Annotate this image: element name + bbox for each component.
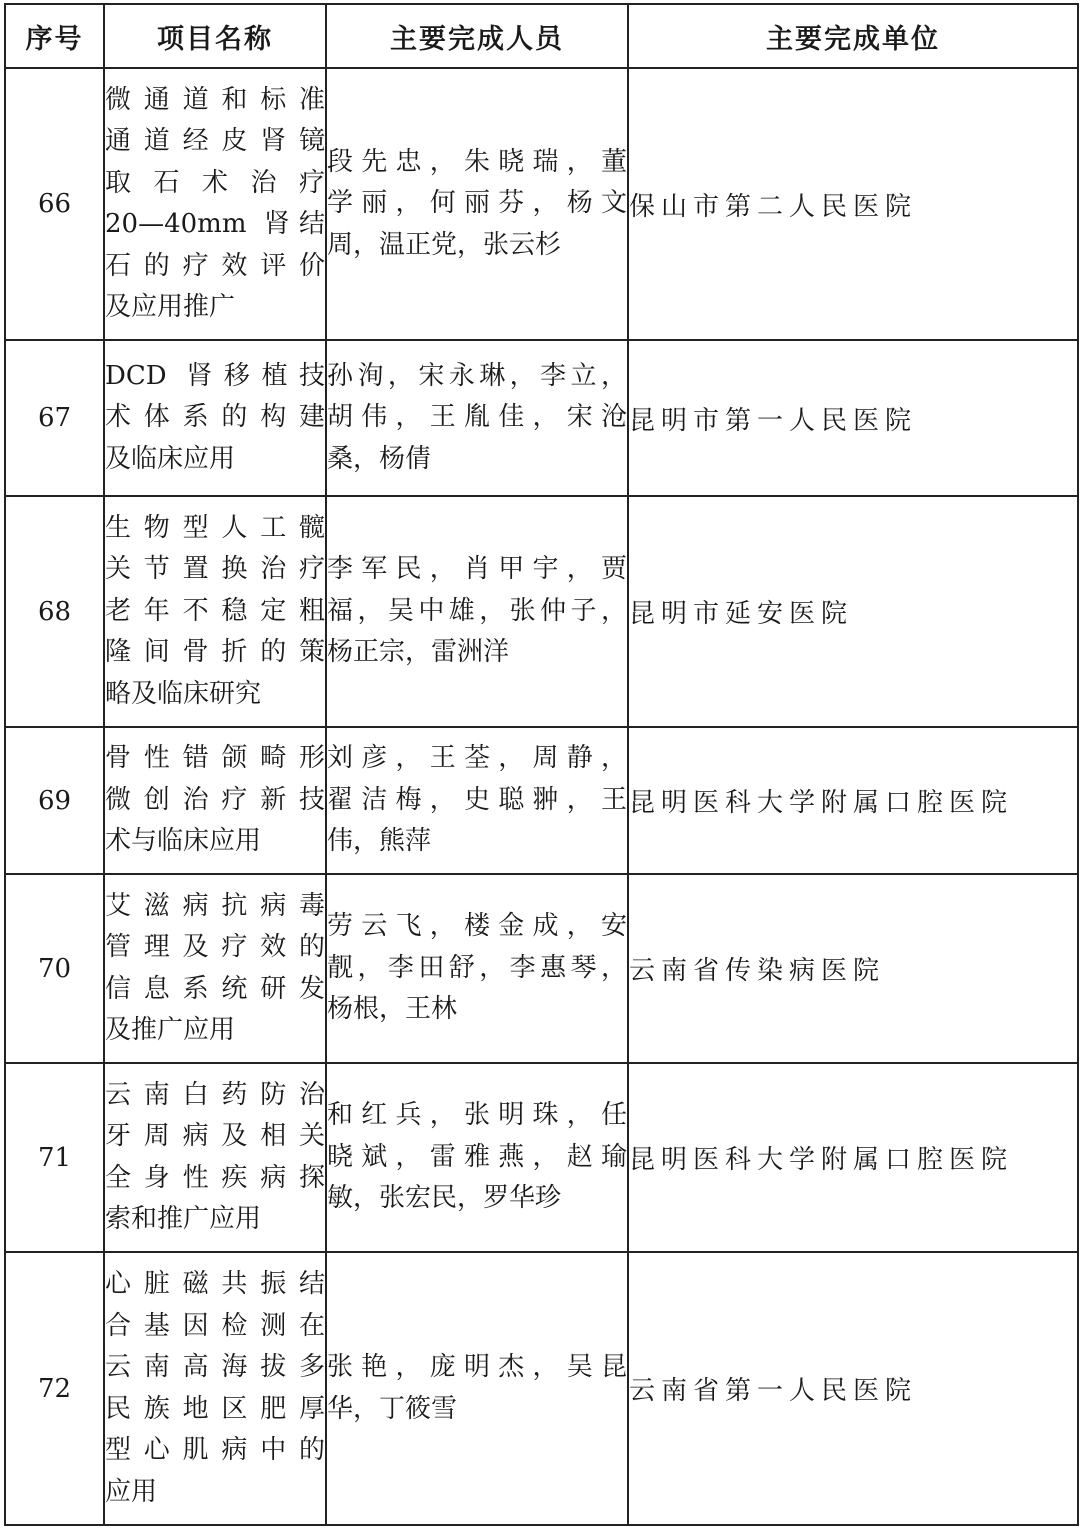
contributors-cell — [326, 727, 628, 874]
contributors-line: 周，温正党，张云杉 — [327, 229, 562, 260]
project-name-line: 管理及疗效的 — [105, 932, 325, 962]
project-name-line: 通道经皮肾镜 — [105, 126, 325, 156]
project-name-line: 取石术治疗 — [105, 167, 325, 198]
contributors-line: 胡伟，王胤佳，宋沧 — [327, 402, 627, 433]
project-name-line: 石的疗效评价 — [105, 250, 325, 281]
col-header-main-units: 主要完成单位 — [628, 4, 1078, 68]
project-name-line: 合基因检测在 — [105, 1310, 325, 1341]
project-name-cell — [104, 68, 326, 340]
contributors-line: 晓斌，雷雅燕，赵瑜 — [327, 1141, 627, 1172]
contributors-line: 和红兵，张明珠，任 — [327, 1100, 627, 1131]
project-name-line: 索和推广应用 — [105, 1204, 262, 1234]
contributors-cell — [326, 496, 628, 727]
project-name-line: 隆间骨折的策 — [105, 637, 325, 668]
row-index: 69 — [5, 727, 104, 874]
unit-cell: 昆明医科大学附属口腔医院 — [628, 1063, 1078, 1252]
project-name-line: 及临床应用 — [105, 443, 236, 474]
project-name-line: 关节置换治疗 — [105, 554, 325, 585]
contributors-cell — [326, 874, 628, 1063]
project-name-line: 型心肌病中的 — [105, 1435, 325, 1465]
table-row — [5, 727, 1078, 874]
table-row — [5, 874, 1078, 1063]
col-header-project-name: 项目名称 — [104, 4, 326, 68]
contributors-line: 敏，张宏民，罗华珍 — [327, 1183, 562, 1214]
project-name-line: 骨性错颌畸形 — [105, 743, 325, 774]
col-header-index: 序号 — [5, 4, 104, 68]
unit-cell: 保山市第二人民医院 — [628, 68, 1078, 340]
project-name-line: 艾滋病抗病毒 — [105, 890, 325, 921]
contributors-line: 桑，杨倩 — [327, 443, 432, 474]
project-name-line: 及应用推广 — [105, 292, 236, 322]
unit-cell: 昆明医科大学附属口腔医院 — [628, 727, 1078, 874]
table-row — [5, 496, 1078, 727]
contributors-line: 张艳，庞明杰，吴昆 — [327, 1352, 627, 1382]
contributors-line: 靓，李田舒，李惠琴， — [327, 952, 627, 983]
project-name-line: 及推广应用 — [105, 1015, 236, 1045]
row-index: 67 — [5, 340, 104, 496]
unit-cell: 云南省传染病医院 — [628, 874, 1078, 1063]
project-name-line: 心脏磁共振结 — [105, 1269, 325, 1299]
table-row — [5, 1252, 1078, 1525]
project-name-line: 民族地区肥厚 — [105, 1393, 325, 1424]
contributors-line: 杨根，王林 — [327, 994, 458, 1025]
project-name-line: 术与临床应用 — [105, 826, 262, 857]
project-name-line: 牙周病及相关 — [105, 1121, 325, 1151]
contributors-line: 段先忠，朱晓瑞，董 — [327, 146, 627, 177]
contributors-line: 学丽，何丽芬，杨文 — [327, 188, 627, 219]
project-name-line: 老年不稳定粗 — [105, 595, 325, 626]
project-name-cell — [104, 874, 326, 1063]
contributors-line: 伟，熊萍 — [327, 826, 432, 857]
contributors-line: 福，吴中雄，张仲子， — [327, 595, 627, 626]
project-name-line: 全身性疾病探 — [105, 1162, 325, 1193]
contributors-cell — [326, 68, 628, 340]
project-name-cell — [104, 727, 326, 874]
project-name-line: 信息系统研发 — [105, 973, 325, 1004]
awards-table — [4, 3, 1079, 1526]
project-name-line: 云南高海拔多 — [105, 1352, 325, 1382]
project-name-line: 术体系的构建 — [105, 402, 325, 433]
row-index: 71 — [5, 1063, 104, 1252]
project-name-line: 生物型人工髋 — [105, 512, 325, 543]
project-name-line: 云南白药防治 — [105, 1079, 325, 1110]
project-name-cell — [104, 340, 326, 496]
contributors-line: 刘彦，王荃，周静， — [327, 743, 627, 774]
unit-cell: 昆明市第一人民医院 — [628, 340, 1078, 496]
contributors-cell — [326, 1063, 628, 1252]
row-index: 72 — [5, 1252, 104, 1525]
project-name-line: 20—40mm 肾结 — [105, 209, 325, 239]
table-row — [5, 1063, 1078, 1252]
table-row — [5, 340, 1078, 496]
contributors-line: 翟洁梅，史聪翀，王 — [327, 784, 627, 815]
row-index: 66 — [5, 68, 104, 340]
row-index: 68 — [5, 496, 104, 727]
row-index: 70 — [5, 874, 104, 1063]
unit-cell: 云南省第一人民医院 — [628, 1252, 1078, 1525]
project-name-cell — [104, 1063, 326, 1252]
col-header-main-contributors: 主要完成人员 — [326, 4, 628, 68]
contributors-line: 杨正宗，雷洲洋 — [327, 637, 510, 668]
header-row — [5, 4, 1078, 68]
unit-cell: 昆明市延安医院 — [628, 496, 1078, 727]
contributors-line: 李军民，肖甲宇，贾 — [327, 554, 627, 585]
contributors-line: 华，丁筱雪 — [327, 1393, 458, 1424]
project-name-line: 微创治疗新技 — [105, 784, 325, 815]
project-name-cell — [104, 1252, 326, 1525]
contributors-line: 孙洵，宋永琳，李立， — [327, 360, 627, 391]
contributors-line: 劳云飞，楼金成，安 — [327, 911, 627, 942]
project-name-line: 应用 — [105, 1476, 158, 1507]
project-name-line: 微通道和标准 — [105, 84, 325, 115]
contributors-cell — [326, 1252, 628, 1525]
project-name-cell — [104, 496, 326, 727]
table-row — [5, 68, 1078, 340]
project-name-line: DCD 肾移植技 — [105, 360, 325, 391]
contributors-cell — [326, 340, 628, 496]
project-name-line: 略及临床研究 — [105, 678, 262, 709]
